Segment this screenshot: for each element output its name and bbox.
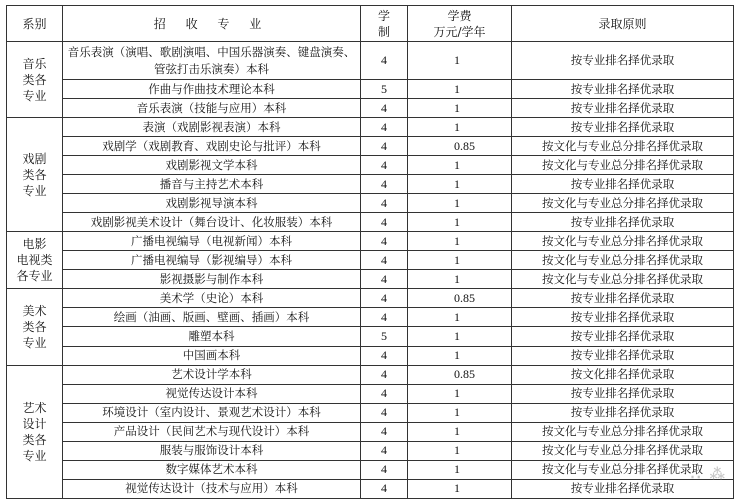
years-cell: 4: [361, 460, 408, 479]
header-row: [7, 6, 734, 42]
fee-cell: 1: [408, 42, 512, 80]
fee-cell: 1: [408, 175, 512, 194]
rule-cell: 按专业排名择优录取: [512, 99, 734, 118]
table-row: [7, 99, 734, 118]
program-cell: 服装与服饰设计本科: [63, 441, 361, 460]
program-cell: 艺术设计学本科: [63, 365, 361, 384]
years-cell: 4: [361, 441, 408, 460]
fee-cell: 1: [408, 232, 512, 251]
fee-cell: 0.85: [408, 289, 512, 308]
table-row: [7, 137, 734, 156]
fee-cell: 0.85: [408, 365, 512, 384]
fee-cell: 1: [408, 346, 512, 365]
table-row: [7, 308, 734, 327]
years-cell: 4: [361, 137, 408, 156]
program-cell: 中国画本科: [63, 346, 361, 365]
header-program: 招 收 专 业: [63, 6, 361, 42]
fee-cell: 1: [408, 422, 512, 441]
years-cell: 5: [361, 80, 408, 99]
table-row: [7, 460, 734, 479]
program-cell: 音乐表演（技能与应用）本科: [63, 99, 361, 118]
fee-cell: 1: [408, 99, 512, 118]
program-cell: 环境设计（室内设计、景观艺术设计）本科: [63, 403, 361, 422]
fee-cell: 1: [408, 194, 512, 213]
fee-cell: 1: [408, 460, 512, 479]
program-cell: 绘画（油画、版画、壁画、插画）本科: [63, 308, 361, 327]
program-cell: 播音与主持艺术本科: [63, 175, 361, 194]
table-row: [7, 403, 734, 422]
years-cell: 4: [361, 270, 408, 289]
rule-cell: 按专业排名择优录取: [512, 308, 734, 327]
rule-cell: 按文化与专业总分排名择优录取: [512, 156, 734, 175]
years-cell: 4: [361, 118, 408, 137]
rule-cell: 按专业排名择优录取: [512, 346, 734, 365]
table-row: [7, 232, 734, 251]
rule-cell: 按文化与专业总分排名择优录取: [512, 251, 734, 270]
fee-cell: 1: [408, 118, 512, 137]
rule-cell: 按文化与专业总分排名择优录取: [512, 441, 734, 460]
years-cell: 4: [361, 194, 408, 213]
table-row: [7, 213, 734, 232]
fee-cell: 1: [408, 270, 512, 289]
years-cell: 4: [361, 42, 408, 80]
category-cell: 美术 类各 专业: [7, 289, 63, 365]
rule-cell: 按文化与专业总分排名择优录取: [512, 270, 734, 289]
program-cell: 戏剧影视文学本科: [63, 156, 361, 175]
category-cell: 电影 电视类 各专业: [7, 232, 63, 289]
program-cell: 戏剧学（戏剧教育、戏剧史论与批评）本科: [63, 137, 361, 156]
table-row: [7, 194, 734, 213]
table-body: [7, 42, 734, 499]
fee-cell: 1: [408, 479, 512, 498]
program-cell: 美术学（史论）本科: [63, 289, 361, 308]
years-cell: 4: [361, 365, 408, 384]
program-cell: 雕塑本科: [63, 327, 361, 346]
table-row: [7, 270, 734, 289]
rule-cell: 按专业排名择优录取: [512, 289, 734, 308]
rule-cell: 按专业排名择优录取: [512, 384, 734, 403]
header-fee: 学费 万元/学年: [408, 6, 512, 42]
years-cell: 4: [361, 156, 408, 175]
years-cell: 4: [361, 346, 408, 365]
years-cell: 4: [361, 175, 408, 194]
program-cell: 产品设计（民间艺术与现代设计）本科: [63, 422, 361, 441]
years-cell: 4: [361, 289, 408, 308]
table-row: [7, 441, 734, 460]
program-cell: 视觉传达设计（技术与应用）本科: [63, 479, 361, 498]
fee-cell: 1: [408, 327, 512, 346]
years-cell: 4: [361, 99, 408, 118]
years-cell: 4: [361, 422, 408, 441]
watermark: ∴ ⁂: [690, 465, 727, 483]
program-cell: 戏剧影视美术设计（舞台设计、化妆服装）本科: [63, 213, 361, 232]
years-cell: 4: [361, 479, 408, 498]
fee-cell: 1: [408, 80, 512, 99]
header-years: 学 制: [361, 6, 408, 42]
category-cell: 音乐 类各 专业: [7, 42, 63, 118]
fee-cell: 1: [408, 251, 512, 270]
category-cell: 艺术 设计 类各 专业: [7, 365, 63, 498]
rule-cell: 按文化与专业总分排名择优录取: [512, 232, 734, 251]
table-row: [7, 479, 734, 498]
header-rule: 录取原则: [512, 6, 734, 42]
program-cell: 表演（戏剧影视表演）本科: [63, 118, 361, 137]
rule-cell: 按文化与专业总分排名择优录取: [512, 422, 734, 441]
rule-cell: 按专业排名择优录取: [512, 213, 734, 232]
rule-cell: 按专业排名择优录取: [512, 479, 734, 498]
rule-cell: 按专业排名择优录取: [512, 118, 734, 137]
fee-cell: 1: [408, 403, 512, 422]
table-row: [7, 346, 734, 365]
table-row: [7, 327, 734, 346]
years-cell: 4: [361, 384, 408, 403]
table-row: [7, 156, 734, 175]
years-cell: 4: [361, 251, 408, 270]
program-cell: 数字媒体艺术本科: [63, 460, 361, 479]
program-cell: 音乐表演（演唱、歌剧演唱、中国乐器演奏、键盘演奏、管弦打击乐演奏）本科: [63, 42, 361, 80]
table-row: [7, 251, 734, 270]
rule-cell: 按文化与专业总分排名择优录取: [512, 460, 734, 479]
table-row: [7, 80, 734, 99]
fee-cell: 1: [408, 308, 512, 327]
table-row: [7, 384, 734, 403]
program-cell: 广播电视编导（影视编导）本科: [63, 251, 361, 270]
category-cell: 戏剧 类各 专业: [7, 118, 63, 232]
program-cell: 戏剧影视导演本科: [63, 194, 361, 213]
years-cell: 4: [361, 232, 408, 251]
fee-cell: 1: [408, 156, 512, 175]
years-cell: 5: [361, 327, 408, 346]
program-cell: 广播电视编导（电视新闻）本科: [63, 232, 361, 251]
fee-cell: 1: [408, 213, 512, 232]
years-cell: 4: [361, 403, 408, 422]
admission-table: [6, 5, 734, 499]
rule-cell: 按专业排名择优录取: [512, 403, 734, 422]
fee-cell: 0.85: [408, 137, 512, 156]
table-row: [7, 118, 734, 137]
table-row: [7, 365, 734, 384]
table-row: [7, 422, 734, 441]
program-cell: 作曲与作曲技术理论本科: [63, 80, 361, 99]
table-row: [7, 289, 734, 308]
table-row: [7, 42, 734, 80]
rule-cell: 按专业排名择优录取: [512, 175, 734, 194]
table-row: [7, 175, 734, 194]
years-cell: 4: [361, 308, 408, 327]
fee-cell: 1: [408, 441, 512, 460]
fee-cell: 1: [408, 384, 512, 403]
program-cell: 视觉传达设计本科: [63, 384, 361, 403]
rule-cell: 按文化与专业总分排名择优录取: [512, 137, 734, 156]
years-cell: 4: [361, 213, 408, 232]
rule-cell: 按文化与专业总分排名择优录取: [512, 194, 734, 213]
header-category: 系别: [7, 6, 63, 42]
rule-cell: 按专业排名择优录取: [512, 80, 734, 99]
rule-cell: 按文化排名择优录取: [512, 365, 734, 384]
rule-cell: 按专业排名择优录取: [512, 42, 734, 80]
rule-cell: 按专业排名择优录取: [512, 327, 734, 346]
program-cell: 影视摄影与制作本科: [63, 270, 361, 289]
